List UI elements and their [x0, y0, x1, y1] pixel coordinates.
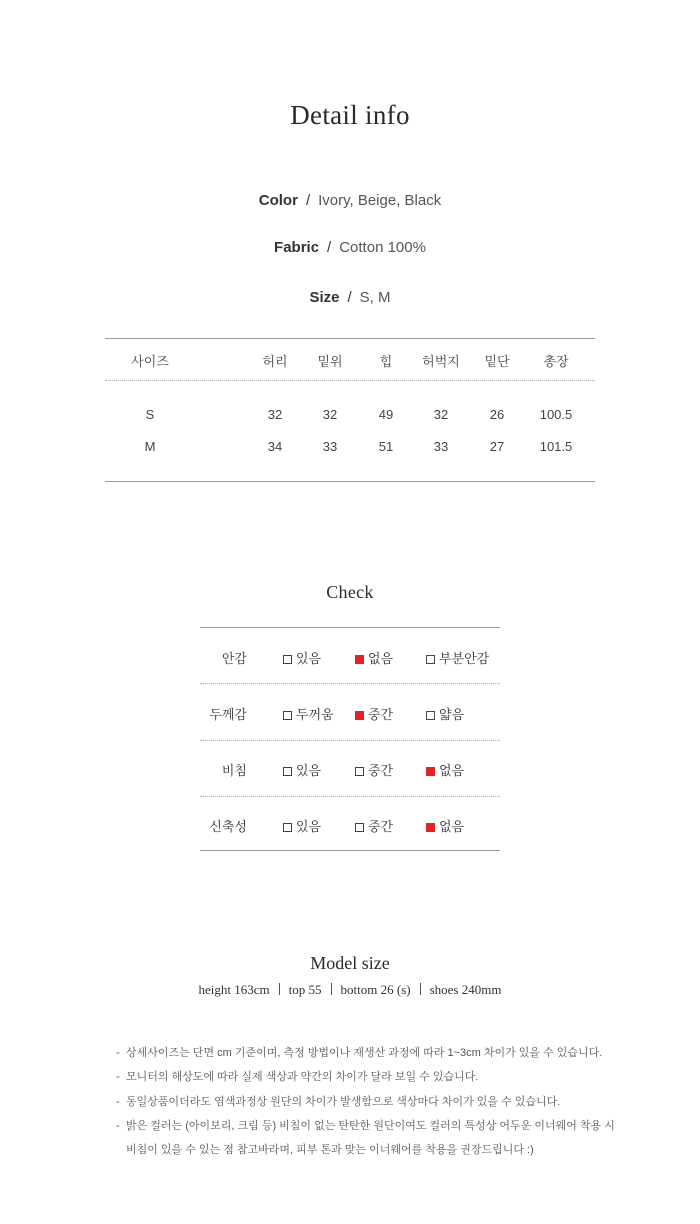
checkbox-icon — [426, 711, 435, 720]
model-divider — [331, 983, 332, 995]
fabric-value: Cotton 100% — [339, 239, 426, 256]
size-row-s-hip: 49 — [378, 407, 394, 422]
check-rule-1 — [200, 683, 500, 684]
size-row-m-size: M — [144, 439, 156, 454]
checkbox-icon — [355, 711, 364, 720]
check-option: 없음 — [426, 816, 464, 835]
check-option: 없음 — [426, 760, 464, 779]
size-row-s-hem: 26 — [489, 407, 505, 422]
size-header-rise: 밑위 — [317, 354, 343, 369]
checkbox-icon — [426, 655, 435, 664]
check-rule-2 — [200, 740, 500, 741]
check-rule-3 — [200, 796, 500, 797]
check-label-lining: 안감 — [221, 651, 247, 666]
checkbox-icon — [355, 767, 364, 776]
fabric-separator: / — [327, 239, 332, 256]
size-row-s-rise: 32 — [322, 407, 338, 422]
size-header-size: 사이즈 — [131, 354, 169, 369]
size-row-m-hip: 51 — [378, 439, 394, 454]
size-table-top-rule — [105, 338, 595, 339]
checkbox-icon — [283, 767, 292, 776]
check-option: 중간 — [355, 760, 393, 779]
model-bottom: bottom 26 (s) — [340, 982, 411, 997]
checkbox-icon — [426, 823, 435, 832]
fabric-info — [0, 239, 700, 256]
size-row-s-length: 100.5 — [539, 407, 573, 422]
check-option: 있음 — [283, 648, 321, 667]
color-value: Ivory, Beige, Black — [318, 192, 442, 209]
note-item: - 모니터의 해상도에 따라 실제 색상과 약간의 차이가 달라 보일 수 있습니다. — [116, 1071, 479, 1083]
check-option: 중간 — [355, 816, 393, 835]
model-size-title: Model size — [310, 953, 390, 973]
note-item-continued: 비침이 있을 수 있는 점 참고바라며, 피부 톤과 맞는 이너웨어를 착용을 권장드립니다 :) — [126, 1144, 534, 1156]
fabric-label: Fabric — [274, 239, 320, 256]
check-label-thickness: 두께감 — [209, 707, 247, 722]
size-header-hip: 힙 — [379, 354, 393, 369]
size-label: Size — [309, 289, 340, 306]
size-info — [0, 289, 700, 306]
check-option: 얇음 — [426, 704, 464, 723]
note-item: - 밝은 컬러는 (아이보리, 크림 등) 비침이 없는 탄탄한 원단이여도 컬러의 특성상 어두운 이너웨어 착용 시 — [116, 1120, 615, 1132]
check-option: 부분안감 — [426, 648, 489, 667]
color-info — [0, 192, 700, 209]
model-size-line — [0, 982, 700, 998]
note-item: - 동일상품이더라도 염색과정상 원단의 차이가 발생함으로 색상마다 차이가 있을 수 있습니다. — [116, 1096, 561, 1108]
size-value: S, M — [359, 289, 391, 306]
model-divider — [279, 983, 280, 995]
size-row-m-thigh: 33 — [433, 439, 449, 454]
checkbox-icon — [355, 655, 364, 664]
checkbox-icon — [283, 711, 292, 720]
detail-title: Detail info — [290, 100, 410, 130]
check-label-sheerness: 비침 — [221, 763, 247, 778]
size-row-m-rise: 33 — [322, 439, 338, 454]
size-separator: / — [347, 289, 352, 306]
check-option: 두꺼움 — [283, 704, 334, 723]
check-top-rule — [200, 627, 500, 628]
size-row-m-waist: 34 — [267, 439, 283, 454]
size-row-m-hem: 27 — [489, 439, 505, 454]
size-row-m-length: 101.5 — [539, 439, 573, 454]
note-item: - 상세사이즈는 단면 cm 기준이며, 측정 방법이나 재생산 과정에 따라 1~3cm 차이가 있을 수 있습니다. — [116, 1047, 603, 1059]
color-label: Color — [258, 192, 298, 209]
checkbox-icon — [355, 823, 364, 832]
checkbox-icon — [283, 823, 292, 832]
size-table-header-rule — [105, 380, 595, 381]
model-shoes: shoes 240mm — [429, 982, 502, 997]
check-option: 없음 — [355, 648, 393, 667]
check-label-stretch: 신축성 — [209, 819, 247, 834]
checkbox-icon — [283, 655, 292, 664]
model-top: top 55 — [288, 982, 322, 997]
color-separator: / — [305, 192, 311, 209]
size-row-s-size: S — [145, 407, 155, 422]
size-row-s-waist: 32 — [267, 407, 283, 422]
size-header-waist: 허리 — [262, 354, 288, 369]
check-title: Check — [326, 582, 374, 602]
check-option: 중간 — [355, 704, 393, 723]
check-option: 있음 — [283, 760, 321, 779]
size-header-length: 총장 — [543, 354, 569, 369]
check-option: 있음 — [283, 816, 321, 835]
checkbox-icon — [426, 767, 435, 776]
model-divider — [420, 983, 421, 995]
size-row-s-thigh: 32 — [433, 407, 449, 422]
check-bottom-rule — [200, 850, 500, 851]
size-table-bottom-rule — [105, 481, 595, 482]
size-header-hem: 밑단 — [484, 354, 510, 369]
model-height: height 163cm — [198, 982, 270, 997]
size-header-thigh: 허벅지 — [422, 354, 460, 369]
